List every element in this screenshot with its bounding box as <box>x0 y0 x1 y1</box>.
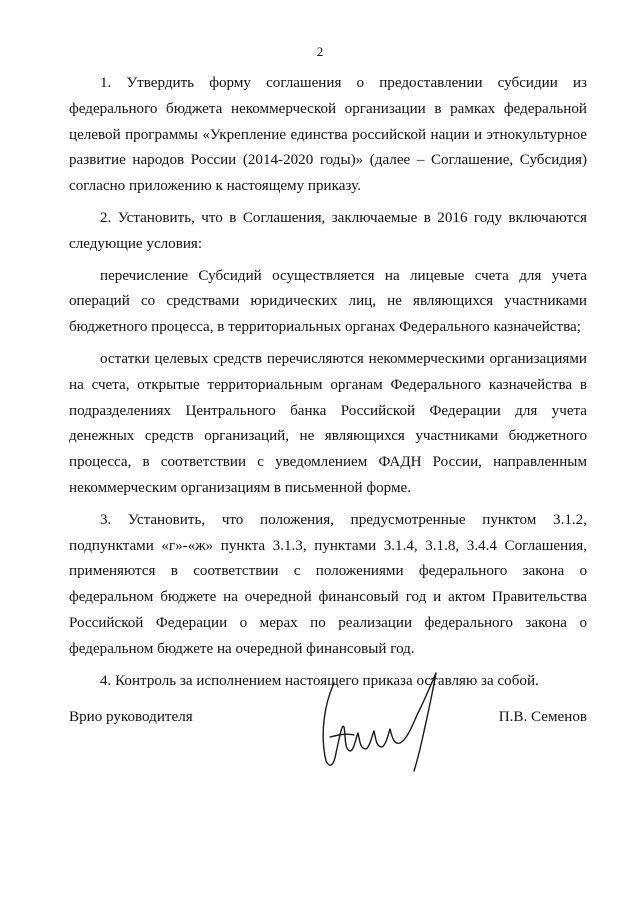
page-number: 2 <box>316 44 324 59</box>
signature-block <box>69 665 587 775</box>
paragraph-item-3: 3. Установить, что положения, предусмотренные пунктом 3.1.2, подпунктами «г»-«ж» пункта 3.1.3, пунктами 3.1.4, 3.1.8, 3.4.4 Соглашения, применяются в соответствии с положениями федерального закона о федеральном бюджете на очередной финансовый год и актом Правительства Российской Федерации о мерах по реализации федерального закона о федеральном бюджете на очередной финансовый год. <box>69 511 587 657</box>
document-body <box>69 71 587 694</box>
paragraph-item-2: 2. Установить, что в Соглашения, заключаемые в 2016 году включаются следующие условия: <box>69 209 587 252</box>
paragraph-item-4: 4. Контроль за исполнением настоящего приказа оставляю за собой. <box>100 672 539 689</box>
handwritten-signature <box>314 665 454 775</box>
signer-name: П.В. Семенов <box>498 709 587 725</box>
paragraph-condition-accounts: перечисление Субсидий осуществляется на лицевые счета для учета операций со средствами юридических лиц, не являющихся участниками бюджетного процесса, в территориальных органах Федерального казначейства; <box>69 267 587 336</box>
signer-position: Врио руководителя <box>69 709 193 725</box>
paragraph-item-1: 1. Утвердить форму соглашения о предоставлении субсидии из федерального бюджета некоммерческой организации в рамках федеральной целевой программы «Укрепление единства российской нации и этнокультурное развитие народов России (2014-2020 годы)» (далее – Соглашение, Субсидия) согласно приложению к настоящему приказу. <box>69 75 587 195</box>
paragraph-condition-balances: остатки целевых средств перечисляются некоммерческими организациями на счета, открытые территориальным органам Федерального казначейства в подразделениях Центрального банка Российской Федерации для учета денежных средств организаций, не являющихся участниками бюджетного процесса, в соответствии с уведомлением ФАДН России, направленным некоммерческим организациям в письменной форме. <box>69 350 587 496</box>
